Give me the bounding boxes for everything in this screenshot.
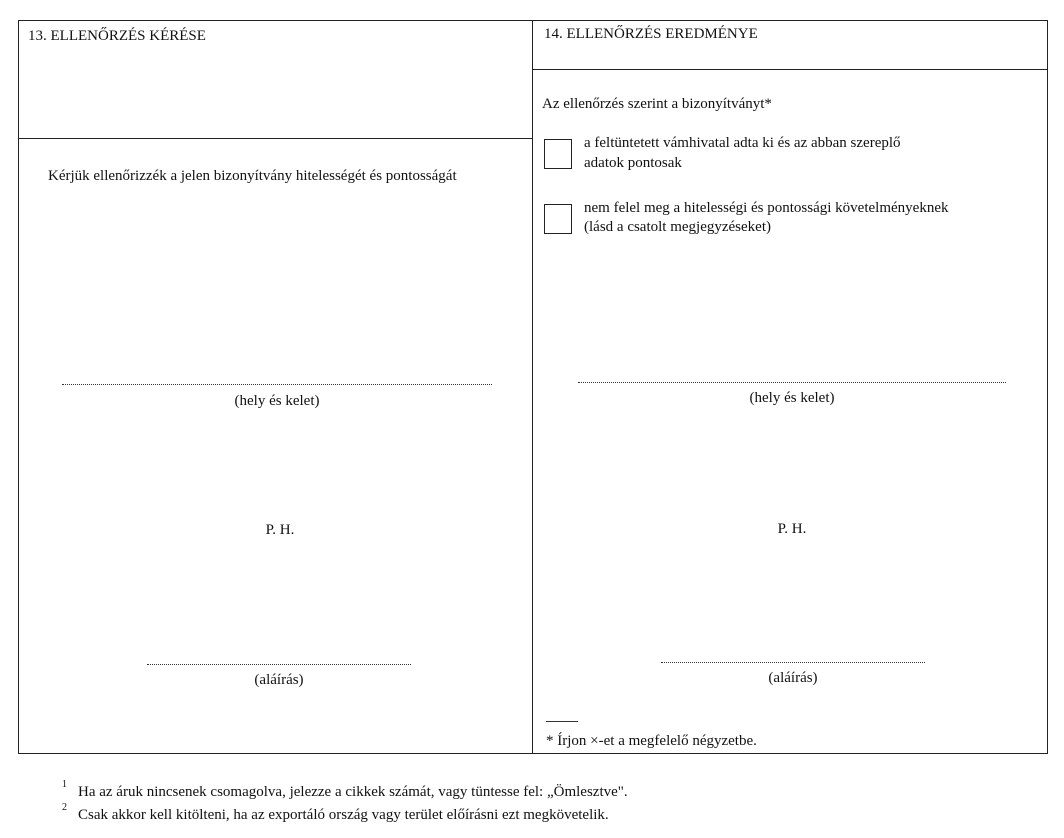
option1-checkbox[interactable] bbox=[544, 139, 572, 169]
section13-signature-line[interactable] bbox=[147, 664, 411, 665]
option1-text-line2: adatok pontosak bbox=[584, 155, 682, 171]
section14-title: 14. ELLENŐRZÉS EREDMÉNYE bbox=[544, 26, 758, 42]
footnote-1-text: Ha az áruk nincsenek csomagolva, jelezze a cikkek számát, vagy tüntesse fel: „Ömlesztve". bbox=[78, 784, 628, 800]
option2-text-line2: (lásd a csatolt megjegyzéseket) bbox=[584, 219, 772, 235]
section14-header-divider bbox=[532, 69, 1048, 70]
section14-signature-line[interactable] bbox=[661, 662, 925, 663]
section14-signature-label: (aláírás) bbox=[768, 670, 818, 686]
section14-place-date-label: (hely és kelet) bbox=[749, 390, 835, 406]
option2-text-line1: nem felel meg a hitelességi és pontossági követelményeknek bbox=[584, 200, 949, 216]
footnote-1-mark: 1 bbox=[62, 779, 67, 790]
footnote-2-mark: 2 bbox=[62, 802, 67, 813]
section13-place-date-label: (hely és kelet) bbox=[234, 393, 320, 409]
section14-intro: Az ellenőrzés szerint a bizonyítványt* bbox=[542, 96, 772, 112]
section13-stamp-label: P. H. bbox=[265, 522, 295, 538]
footnote-rule bbox=[546, 721, 578, 722]
section14-place-date-line[interactable] bbox=[578, 382, 1006, 383]
section13-header-divider bbox=[18, 138, 532, 139]
section14-stamp-label: P. H. bbox=[777, 521, 807, 537]
column-divider bbox=[532, 20, 533, 754]
section13-title: 13. ELLENŐRZÉS KÉRÉSE bbox=[28, 28, 206, 44]
option2-checkbox[interactable] bbox=[544, 204, 572, 234]
option1-text-line1: a feltüntetett vámhivatal adta ki és az abban szereplő bbox=[584, 135, 901, 151]
section13-signature-label: (aláírás) bbox=[254, 672, 304, 688]
footnote-2-text: Csak akkor kell kitölteni, ha az exportáló ország vagy terület előírásni ezt megkövetelik. bbox=[78, 807, 609, 823]
section13-request-text: Kérjük ellenőrizzék a jelen bizonyítvány hitelességét és pontosságát bbox=[48, 168, 457, 184]
section13-place-date-line[interactable] bbox=[62, 384, 492, 385]
section14-footnote: * Írjon ×-et a megfelelő négyzetbe. bbox=[546, 733, 757, 749]
form-frame bbox=[18, 20, 1048, 754]
